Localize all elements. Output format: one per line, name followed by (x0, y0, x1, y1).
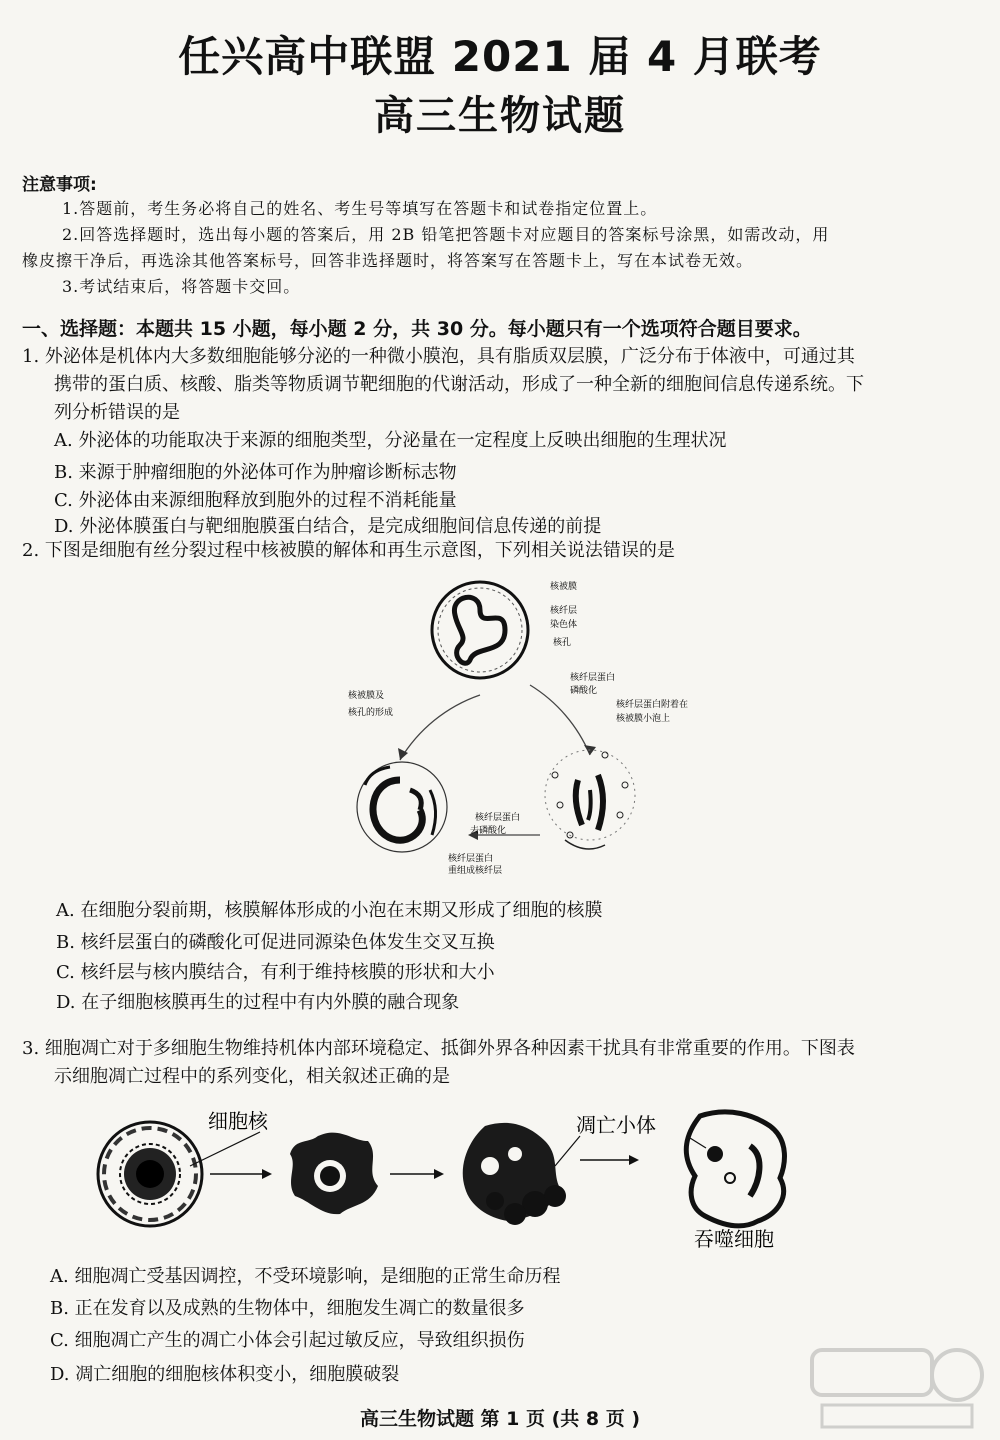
diagram-label: 重组成核纤层 (448, 866, 503, 876)
q1-stem-line: 1. 外泌体是机体内大多数细胞能够分泌的一种微小膜泡，具有脂质双层膜，广泛分布于体液中，可通过其 (22, 346, 855, 367)
nucleus-label: 细胞核 (208, 1109, 268, 1133)
telophase-cell (357, 762, 447, 852)
q2-option-b: B. 核纤层蛋白的磷酸化可促进同源染色体发生交叉互换 (56, 932, 495, 953)
cycle-arc-left (400, 695, 480, 760)
q3-stem-line: 示细胞凋亡过程中的系列变化，相关叙述正确的是 (54, 1066, 450, 1087)
phagocyte-label: 吞噬细胞 (694, 1227, 774, 1251)
exam-title: 任兴高中联盟 2021 届 4 月联考 (178, 32, 822, 81)
arrow-head (262, 1169, 272, 1179)
q3-option-d: D. 凋亡细胞的细胞核体积变小，细胞膜破裂 (50, 1364, 400, 1385)
q3-option-c: C. 细胞凋亡产生的凋亡小体会引起过敏反应，导致组织损伤 (50, 1330, 525, 1351)
nuclear-envelope-cycle-diagram (340, 575, 689, 876)
prophase-cell (545, 750, 635, 849)
diagram-label: 染色体 (550, 620, 578, 630)
q2-option-a: A. 在细胞分裂前期，核膜解体形成的小泡在末期又形成了细胞的核膜 (56, 900, 603, 921)
diagram-label: 核孔 (553, 638, 572, 648)
leader-line (690, 1138, 706, 1148)
leader-line (190, 1132, 260, 1166)
diagram-label: 核纤层蛋白 (570, 673, 616, 683)
apoptosis-process-diagram (90, 1096, 800, 1252)
diagram-label: 去磷酸化 (470, 826, 507, 836)
diagram-label: 核被膜及 (348, 691, 385, 701)
diagram-label: 核纤层 (550, 606, 578, 616)
q1-stem-line: 携带的蛋白质、核酸、脂类等物质调节靶细胞的代谢活动，形成了一种全新的细胞间信息传递系统。下 (54, 374, 864, 395)
exam-subtitle: 高三生物试题 (374, 93, 626, 139)
q1-option-a: A. 外泌体的功能取决于来源的细胞类型，分泌量在一定程度上反映出细胞的生理状况 (54, 430, 727, 451)
diagram-label: 磷酸化 (570, 686, 598, 696)
note-line: 1.答题前，考生务必将自己的姓名、考生号等填写在答题卡和试卷指定位置上。 (62, 199, 658, 218)
arrow-head (434, 1169, 444, 1179)
q2-option-d: D. 在子细胞核膜再生的过程中有内外膜的融合现象 (56, 992, 460, 1013)
interphase-nucleus (432, 582, 528, 678)
diagram-label: 核孔的形成 (348, 708, 394, 718)
budding-cell (463, 1123, 566, 1225)
q3-option-a: A. 细胞凋亡受基因调控，不受环境影响，是细胞的正常生命历程 (50, 1266, 561, 1287)
note-line: 2.回答选择题时，选出每小题的答案后，用 2B 铅笔把答题卡对应题目的答案标号涂黑，如需改动，用 (62, 225, 830, 244)
arrow-head (629, 1155, 639, 1165)
phagocyte-cell (686, 1112, 784, 1226)
normal-cell (98, 1122, 202, 1226)
q3-stem-line: 3. 细胞凋亡对于多细胞生物维持机体内部环境稳定、抵御外界各种因素干扰具有非常重要的作用。下图表 (22, 1038, 855, 1059)
notes-heading: 注意事项: (22, 175, 97, 195)
q1-option-b: B. 来源于肿瘤细胞的外泌体可作为肿瘤诊断标志物 (54, 462, 457, 483)
apoptotic-body-label: 凋亡小体 (576, 1113, 656, 1137)
note-line: 橡皮擦干净后，再选涂其他答案标号，回答非选择题时，将答案写在答题卡上，写在本试卷无效。 (22, 251, 754, 270)
q1-stem-line: 列分析错误的是 (54, 402, 180, 423)
diagram-label: 核被膜 (550, 582, 578, 592)
page-footer: 高三生物试题 第 1 页 (共 8 页 ) (359, 1408, 641, 1430)
watermark-logo (802, 1340, 992, 1435)
diagram-label: 核纤层蛋白附着在 (616, 700, 689, 710)
leader-line (555, 1136, 580, 1166)
q2-option-c: C. 核纤层与核内膜结合，有利于维持核膜的形状和大小 (56, 962, 495, 983)
q1-option-d: D. 外泌体膜蛋白与靶细胞膜蛋白结合，是完成细胞间信息传递的前提 (54, 516, 602, 537)
diagram-label: 核被膜小泡上 (616, 714, 671, 724)
q1-option-c: C. 外泌体由来源细胞释放到胞外的过程不消耗能量 (54, 490, 457, 511)
diagram-label: 核纤层蛋白 (448, 854, 494, 864)
diagram-label: 核纤层蛋白 (475, 813, 521, 823)
q3-option-b: B. 正在发育以及成熟的生物体中，细胞发生凋亡的数量很多 (50, 1298, 525, 1319)
shrinking-cell (290, 1133, 378, 1215)
q2-stem: 2. 下图是细胞有丝分裂过程中核被膜的解体和再生示意图，下列相关说法错误的是 (22, 540, 675, 561)
section-heading: 一、选择题：本题共 15 小题，每小题 2 分，共 30 分。每小题只有一个选项符合题目要求。 (22, 318, 812, 340)
note-line: 3.考试结束后，将答题卡交回。 (62, 277, 301, 296)
